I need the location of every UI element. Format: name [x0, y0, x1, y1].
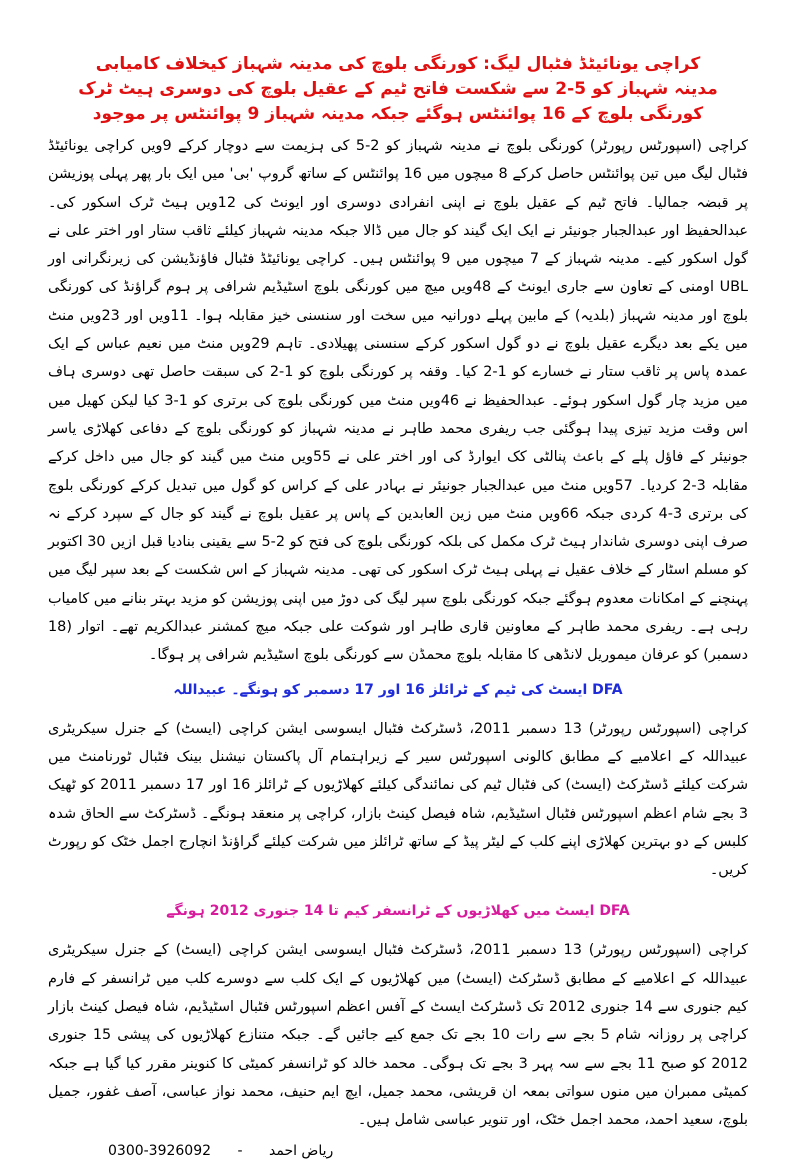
- subheading-dfa-trials: DFA ایسٹ کی ٹیم کے ٹرائلز 16 اور 17 دسمبر کو ہونگے۔ عبیداللہ: [173, 681, 623, 698]
- headline-3: کورنگی بلوچ کے 16 پوائنٹس ہوگئے جبکہ مدینہ شہباز 9 پوائنٹس پر موجود: [92, 104, 704, 124]
- article-1-body: کراچی (اسپورٹس رپورٹر) کورنگی بلوچ نے مدینہ شہباز کو 2-5 کی ہزیمت سے دوچار کرکے 9ویں کراچی یونائیٹڈ فٹبال لیگ میں تین پوائنٹس حاصل کرکے 8 میچوں میں 16 پوائنٹس کے ساتھ گروپ 'بی' میں ایک بار پھر پہلی پوزیشن پر قبضہ جمالیا۔ فاتح ٹیم کے عقیل بلوچ نے اپنی انفرادی دوسری اور ایونٹ کی 12ویں ہیٹ ٹرک اسکور کی۔ عبدالحفیظ اور عبدالجبار جونیئر نے ایک ایک گیند کو جال میں ڈالا جبکہ مدینہ شہباز کیلئے ثاقب ستار اور اختر علی نے گول اسکور کیے۔ مدینہ شہباز کے 7 میچوں میں 9 پوائنٹس ہیں۔ کراچی یونائیٹڈ فٹبال فاؤنڈیشن کی زیرنگرانی اور UBL اومنی کے تعاون سے جاری ایونٹ کے 48ویں میچ میں کورنگی بلوچ اسٹیڈیم شرافی پر ہوم گراؤنڈ کی کورنگی بلوچ اور مدینہ شہباز (بلدیہ) کے مابین پہلے دورانیہ میں سخت اور سنسنی خیز مقابلہ ہوا۔ 11ویں اور 23ویں منٹ میں یکے بعد دیگرے عقیل بلوچ نے دو گول اسکور کرکے سنسنی پھیلادی۔ تاہم 29ویں منٹ میں نعیم عباس کے ایک عمدہ پاس پر ثاقب ستار نے خسارے کو 1-2 کیا۔ وقفہ پر کورنگی بلوچ کو 1-2 کی سبقت حاصل تھی دوسری ہاف میں مزید چار گول اسکور ہوئے۔ عبدالحفیظ نے 46ویں منٹ میں کورنگی بلوچ کی برتری کو 1-3 کیا لیکن کھیل میں اس وقت مزید تیزی پیدا ہوگئی جب ریفری محمد طاہر نے مدینہ شہباز کو کورنگی بلوچ کے دفاعی کھلاڑی یاسر جونیئر کے فاؤل پلے کے باعث پنالٹی کک ایوارڈ کی اور اختر علی نے 55ویں منٹ میں گیند کو جال میں داخل کرکے مقابلہ 3-2 کردیا۔ 57ویں منٹ میں عبدالجبار جونیئر نے بہادر علی کے کراس کو گول میں تبدیل کرکے کورنگی بلوچ کی برتری 3-4 کردی جبکہ 66ویں منٹ میں زین العابدین کے پاس پر عقیل بلوچ نے گیند کو جال کے سپرد کرکے نہ صرف اپنی دوسری شاندار ہیٹ ٹرک مکمل کی بلکہ کورنگی بلوچ کی فتح کو 2-5 سے یقینی بنادیا قبل ازیں 30 اکتوبر کو مسلم اسٹار کے خلاف عقیل نے پہلی ہیٹ ٹرک اسکور کی تھی۔ مدینہ شہباز کے اس شکست کے بعد سپر لیگ میں پہنچنے کے امکانات معدوم ہوگئے جبکہ کورنگی بلوچ سپر لیگ کی دوڑ میں اپنی پوزیشن کو مزید بہتر بنانے میں کامیاب رہی ہے۔ ریفری محمد طاہر کے معاونین قاری طاہر اور شوکت علی جبکہ میچ کمشنر عبدالکریم تھے۔ اتوار (18 دسمبر) کو عرفان میموریل لانڈھی کا مقابلہ بلوچ محمڈن سے کورنگی بلوچ اسٹیڈیم شرافی پر ہوگا۔: [48, 138, 749, 664]
- headline-2: مدینہ شہباز کو 5-2 سے شکست فاتح ٹیم کے عقیل بلوچ کی دوسری ہیٹ ٹرک: [78, 79, 718, 99]
- author-name: ریاض احمد: [269, 1142, 334, 1159]
- author-phone: 0300-3926092: [108, 1142, 212, 1159]
- article-2-body: کراچی (اسپورٹس رپورٹر) 13 دسمبر 2011، ڈسٹرکٹ فٹبال ایسوسی ایشن کراچی (ایسٹ) کے جنرل سیکریٹری عبیداللہ کے اعلامیے کے مطابق کالونی اسپورٹس سیر کے زیراہتمام آل پاکستان نیشنل بینک فٹبال ٹورنامنٹ میں شرکت کیلئے ڈسٹرکٹ (ایسٹ) کی فٹبال ٹیم کی نمائندگی کیلئے کھلاڑیوں کے ٹرائلز 16 اور 17 دسمبر 2011 کو ٹھیک 3 بجے شام اعظم اسپورٹس فٹبال اسٹیڈیم، شاہ فیصل کینٹ بازار، کراچی پر منعقد ہونگے۔ ڈسٹرکٹ سے الحاق شدہ کلبس کے دو بہترین کھلاڑی اپنے کلب کے لیٹر پیڈ کے ساتھ ٹرائلز میں شرکت کیلئے گراؤنڈ انچارج اجمل خٹک کو رپورٹ کریں۔: [48, 720, 749, 879]
- signature-separator: -: [237, 1142, 243, 1159]
- news-page: [48, 50, 748, 1159]
- headline-1: کراچی یونائیٹڈ فٹبال لیگ: کورنگی بلوچ کی مدینہ شہباز کیخلاف کامیابی: [95, 54, 701, 74]
- article-3-body: کراچی (اسپورٹس رپورٹر) 13 دسمبر 2011، ڈسٹرکٹ فٹبال ایسوسی ایشن کراچی (ایسٹ) کے جنرل سیکریٹری عبیداللہ کے اعلامیے کے مطابق ڈسٹرکٹ (ایسٹ) میں کھلاڑیوں کے ایک کلب سے دوسرے کلب میں ٹرانسفر کے فارم کیم جنوری سے 14 جنوری 2012 تک ڈسٹرکٹ ایسٹ کے آفس اعظم اسپورٹس فٹبال اسٹیڈیم، شاہ فیصل کینٹ بازار کراچی پر روزانہ شام 5 بجے سے رات 10 بجے تک جمع کیے جائیں گے۔ جبکہ متنازع کھلاڑیوں کی پیشی 15 جنوری 2012 کو صبح 11 بجے سے سہ پہر 3 بجے تک ہوگی۔ محمد خالد کو ٹرانسفر کمیٹی کا کنوینر مقرر کیا گیا ہے جبکہ کمیٹی ممبران میں منوں سواتی بمعہ ان قریشی، محمد جمیل، ایچ ایم حنیف، محمد نواز عباسی، آصف غفور، جمیل بلوچ، سعید احمد، محمد اجمل خٹک، اور تنویر عباسی شامل ہیں۔: [48, 942, 748, 1129]
- author-signature: [48, 1143, 748, 1159]
- subheading-dfa-transfers: DFA ایسٹ میں کھلاڑیوں کے ٹرانسفر کیم تا 14 جنوری 2012 ہونگے: [166, 903, 630, 920]
